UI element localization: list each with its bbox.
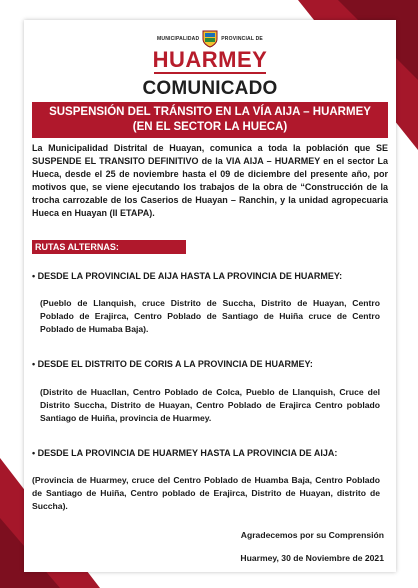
intro-paragraph: La Municipalidad Distrital de Huayan, comunica a toda la población que SE SUSPENDE EL TRANSITO DEFINITIVO de la VIA AIJA – HUARMEY en el sector La Hueca, desde el 25 de noviembre hasta el 09 de diciembre del presente año, por motivos que, se viene ejecutando los trabajos de la obra de “Construcción de la trocha carrozable de los Caserios de Huayan – Ranchin, y la unidad agropecuaria Hueca en Huayan (II ETAPA). <box>32 143 388 218</box>
coat-of-arms-icon <box>202 30 218 48</box>
route-1-heading: • DESDE LA PROVINCIAL DE AIJA HASTA LA PROVINCIA DE HUARMEY: <box>32 271 343 281</box>
logo-name: HUARMEY <box>152 47 268 72</box>
logo-underline <box>154 72 266 74</box>
route-3-detail: (Provincia de Huarmey, cruce del Centro Poblado de Huamba Baja, Centro Poblado de Santiago de Huiña, Centro poblado de Erajirca, Distrito de Huayan, distrito de Succha). <box>32 475 380 511</box>
announcement-sheet <box>24 20 396 572</box>
page-title: COMUNICADO <box>142 78 278 99</box>
route-3-heading: • DESDE LA PROVINCIA DE HUARMEY HASTA LA PROVINCIA DE AIJA: <box>32 448 338 458</box>
route-2-detail: (Distrito de Huacllan, Centro Poblado de Colca, Pueblo de Llanquish, Cruce del Distrito Succha, Distrito de Huayan, Centro Poblado de Erajirca Centro poblado Santiago de Huiña, provincia de Huarmey. <box>40 387 380 423</box>
subject-banner <box>32 102 388 138</box>
logo-small-right: PROVINCIAL DE <box>221 36 263 42</box>
banner-line-1: SUSPENSIÓN DEL TRÁNSITO EN LA VÍA AIJA – HUARMEY <box>49 106 371 118</box>
signature-date: Huarmey, 30 de Noviembre de 2021 <box>240 553 384 563</box>
banner-line-2: (EN EL SECTOR LA HUECA) <box>132 121 288 133</box>
route-2-heading: • DESDE EL DISTRITO DE CORIS A LA PROVINCIA DE HUARMEY: <box>32 359 313 369</box>
route-1-detail: (Pueblo de Llanquish, cruce Distrito de Succha, Distrito de Huayan, Centro Poblado de Erajirca, Centro Poblado de Santiago de Huiña cruce de Centro Poblado de Humaba Baja). <box>40 298 380 334</box>
thanks-text: Agradecemos por su Comprensión <box>240 530 384 540</box>
rutas-alternas-label: RUTAS ALTERNAS: <box>32 240 186 254</box>
logo-small-left: MUNICIPALIDAD <box>157 36 200 42</box>
municipality-logo <box>24 30 396 74</box>
